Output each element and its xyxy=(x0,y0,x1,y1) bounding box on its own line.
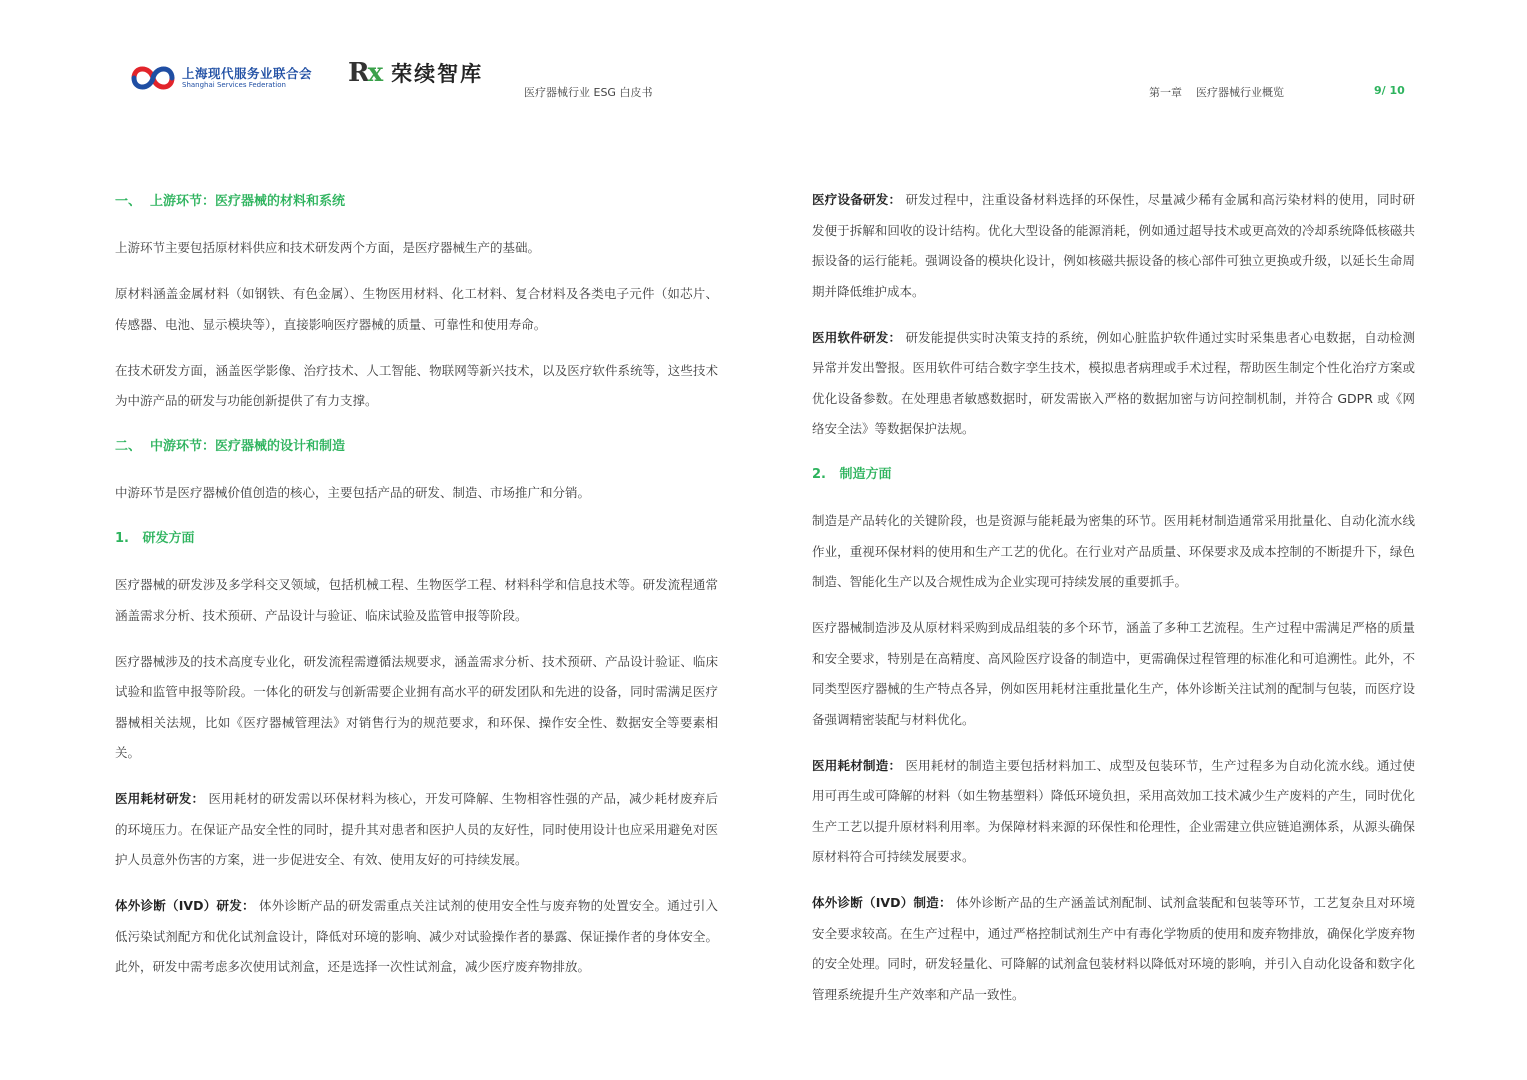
paragraph-label: 体外诊断（IVD）制造： xyxy=(812,895,952,910)
paragraph: 医疗器械涉及的技术高度专业化，研发流程需遵循法规要求，涵盖需求分析、技术预研、产品设计验证、临床试验和监管申报等阶段。一体化的研发与创新需要企业拥有高水平的研发团队和先进的设备，同时需满足医疗器械相关法规，比如《医疗器械管理法》对销售行为的规范要求，和环保、操作安全性、数据安全等要素相关。 xyxy=(115,653,718,760)
paragraph-text: 医用耗材的制造主要包括材料加工、成型及包装环节，生产过程多为自动化流水线。通过使用可再生或可降解的材料（如生物基塑料）降低环境负担，采用高效加工技术减少生产废料的产生，同时优化生产工艺以提升原材料利用率。为保障材料来源的环保性和伦理性，企业需建立供应链追溯体系，从源头确保原材料符合可持续发展要求。 xyxy=(812,757,1415,864)
paragraph-consumables-rnd xyxy=(115,784,718,876)
section-heading-midstream: 二、 中游环节：医疗器械的设计和制造 xyxy=(115,439,346,454)
rongxu-think-tank-logo xyxy=(348,58,483,88)
rongxu-name: 荣续智库 xyxy=(391,61,484,86)
paragraph: 原材料涵盖金属材料（如钢铁、有色金属）、生物医用材料、化工材料、复合材料及各类电子元件（如芯片、传感器、电池、显示模块等），直接影响医疗器械的质量、可靠性和使用寿命。 xyxy=(115,286,718,332)
paragraph-device-rnd xyxy=(812,185,1415,307)
document-title: 医疗器械行业 ESG 白皮书 xyxy=(524,86,653,99)
paragraph: 上游环节主要包括原材料供应和技术研发两个方面，是医疗器械生产的基础。 xyxy=(115,240,541,255)
paragraph: 医疗器械的研发涉及多学科交叉领域，包括机械工程、生物医学工程、材料科学和信息技术等。研发流程通常涵盖需求分析、技术预研、产品设计与验证、临床试验及监管申报等阶段。 xyxy=(115,577,718,623)
paragraph-label: 医用软件研发： xyxy=(812,329,902,345)
federation-name-cn: 上海现代服务业联合会 xyxy=(182,66,313,81)
paragraph: 中游环节是医疗器械价值创造的核心，主要包括产品的研发、制造、市场推广和分销。 xyxy=(115,485,591,500)
paragraph-label: 医用耗材研发： xyxy=(115,791,205,806)
paragraph-text: 体外诊断产品的生产涵盖试剂配制、试剂盒装配和包装等环节，工艺复杂且对环境安全要求较高。在生产过程中，通过严格控制试剂生产中有毒化学物质的使用和废弃物排放，确保化学废弃物的安全处理。同时，研发轻量化、可降解的试剂盒包装材料以降低对环境的影响，并引入自动化设备和数字化管理系统提升生产效率和产品一致性。 xyxy=(812,895,1415,1002)
paragraph: 医疗器械制造涉及从原材料采购到成品组装的多个环节，涵盖了多种工艺流程。生产过程中需满足严格的质量和安全要求，特别是在高精度、高风险医疗设备的制造中，更需确保过程管理的标准化和可追溯性。此外，不同类型医疗器械的生产特点各异，例如医用耗材注重批量化生产，体外诊断关注试剂的配制与包装，而医疗设备强调精密装配与材料优化。 xyxy=(812,620,1415,727)
paragraph: 在技术研发方面，涵盖医学影像、治疗技术、人工智能、物联网等新兴技术，以及医疗软件系统等，这些技术为中游产品的研发与功能创新提供了有力支撑。 xyxy=(115,362,718,408)
subsection-heading-manufacturing: 2. 制造方面 xyxy=(812,467,892,482)
paragraph-consumables-manufacturing xyxy=(812,751,1415,873)
subsection-heading-rnd: 1. 研发方面 xyxy=(115,531,195,546)
paragraph-software-rnd xyxy=(812,323,1415,445)
paragraph-label: 医疗设备研发： xyxy=(812,192,902,207)
left-column xyxy=(115,187,718,998)
paragraph-label: 医用耗材制造： xyxy=(812,757,902,773)
paragraph-ivd-manufacturing xyxy=(812,888,1415,1010)
paragraph-label: 体外诊断（IVD）研发： xyxy=(115,898,255,913)
paragraph-text: 体外诊断产品的研发需重点关注试剂的使用安全性与废弃物的处置安全。通过引入低污染试剂配方和优化试剂盒设计，降低对环境的影响、减少对试验操作者的暴露、保证操作者的身体安全。此外，研发中需考虑多次使用试剂盒，还是选择一次性试剂盒，减少医疗废弃物排放。 xyxy=(115,898,718,974)
right-column xyxy=(812,187,1415,1026)
rx-mark-icon: Rx xyxy=(348,58,382,88)
page-number: 9/ 10 xyxy=(1374,84,1405,97)
paragraph-text: 研发过程中，注重设备材料选择的环保性，尽量减少稀有金属和高污染材料的使用，同时研发便于拆解和回收的设计结构。优化大型设备的能源消耗，例如通过超导技术或更高效的冷却系统降低核磁共振设备的运行能耗。强调设备的模块化设计，例如核磁共振设备的核心部件可独立更换或升级，以延长生命周期并降低维护成本。 xyxy=(812,192,1415,299)
section-heading-upstream: 一、 上游环节：医疗器械的材料和系统 xyxy=(115,194,346,209)
shanghai-services-federation-logo xyxy=(130,60,312,96)
paragraph-text: 医用耗材的研发需以环保材料为核心，开发可降解、生物相容性强的产品，减少耗材废弃后的环境压力。在保证产品安全性的同时，提升其对患者和医护人员的友好性，同时使用设计也应采用避免对医护人员意外伤害的方案，进一步促进安全、有效、使用友好的可持续发展。 xyxy=(115,791,718,867)
page-header xyxy=(0,0,1527,120)
paragraph-text: 研发能提供实时决策支持的系统，例如心脏监护软件通过实时采集患者心电数据，自动检测异常并发出警报。医用软件可结合数字孪生技术，模拟患者病理或手术过程，帮助医生制定个性化治疗方案或优化设备参数。在处理患者敏感数据时，研发需嵌入严格的数据加密与访问控制机制，并符合 GDPR 或《网络安全法》等数据保护法规。 xyxy=(812,329,1415,436)
federation-name-en: Shanghai Services Federation xyxy=(182,81,286,89)
federation-emblem-icon xyxy=(130,60,176,96)
paragraph-ivd-rnd xyxy=(115,891,718,983)
chapter-title: 第一章 医疗器械行业概览 xyxy=(1149,86,1284,99)
paragraph: 制造是产品转化的关键阶段，也是资源与能耗最为密集的环节。医用耗材制造通常采用批量化、自动化流水线作业，重视环保材料的使用和生产工艺的优化。在行业对产品质量、环保要求及成本控制的不断提升下，绿色制造、智能化生产以及合规性成为企业实现可持续发展的重要抓手。 xyxy=(812,513,1415,589)
